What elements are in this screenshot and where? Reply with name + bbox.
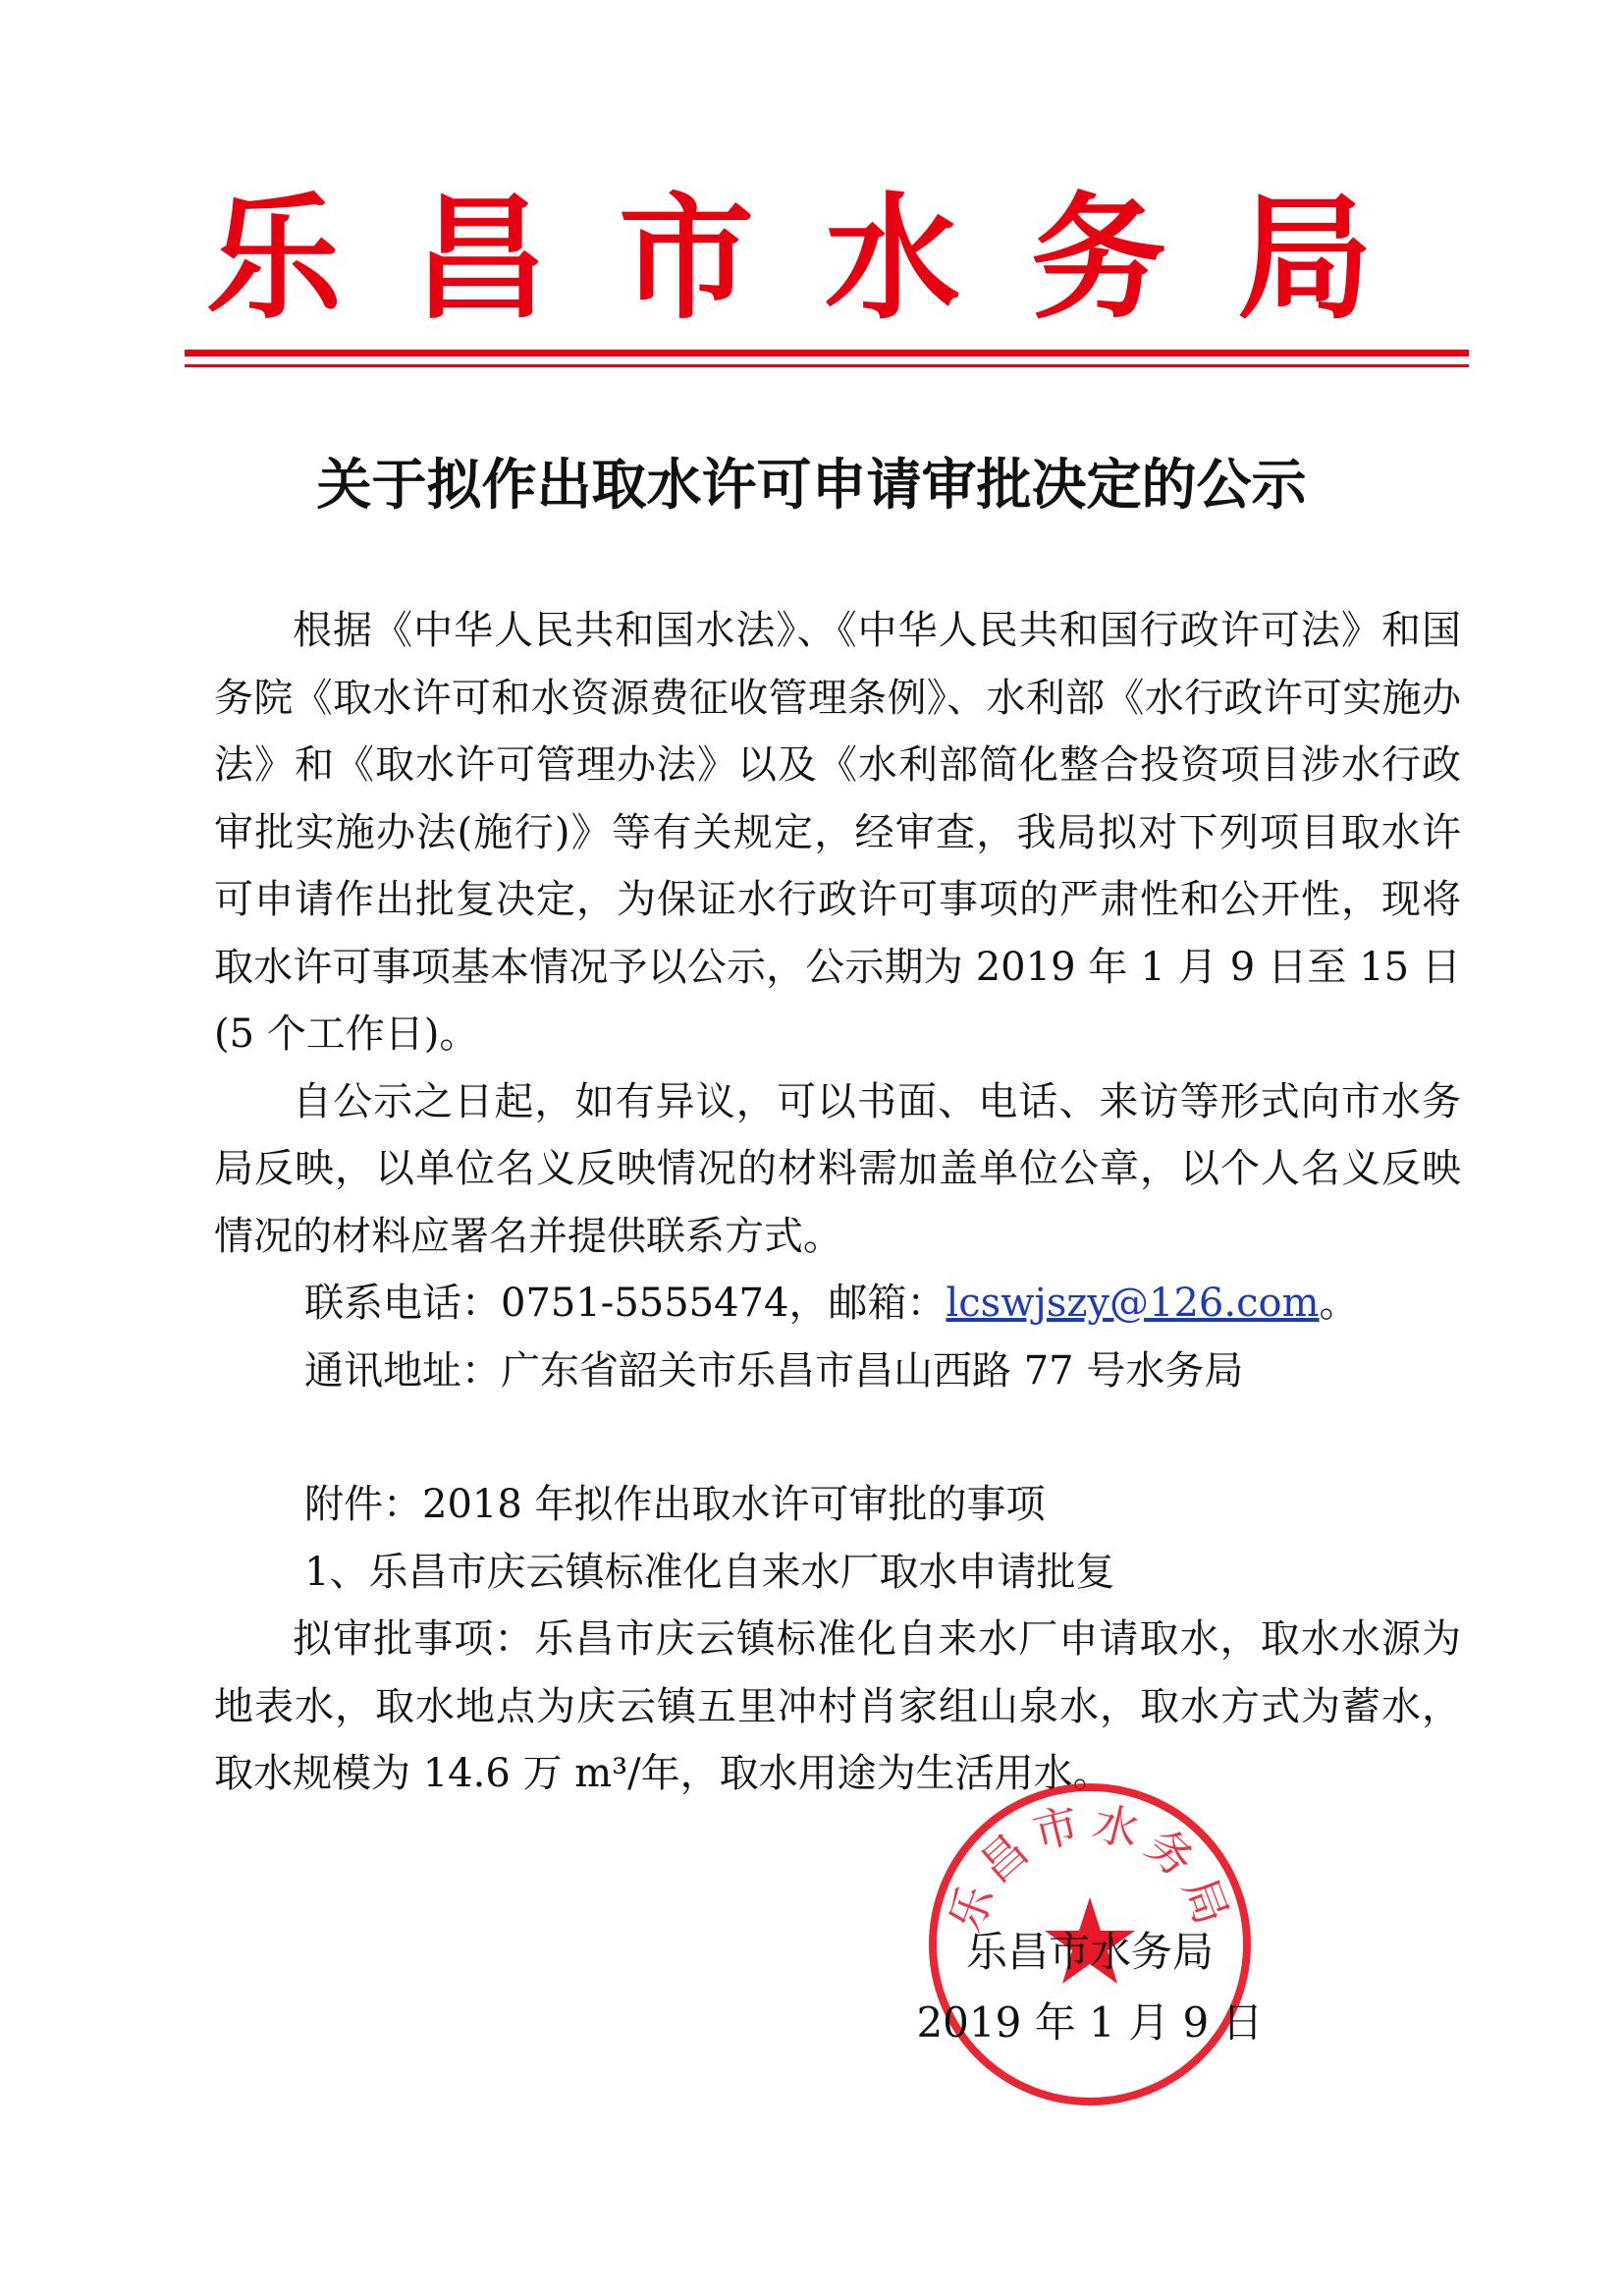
address-line — [214, 1338, 1461, 1405]
attachment-detail: 拟审批事项：乐昌市庆云镇标准化自来水厂申请取水，取水水源为地表水，取水地点为庆云镇五里冲村肖家组山泉水，取水方式为蓄水，取水规模为 14.6 万 m³/年，取水用途为生活用水。 — [214, 1616, 1461, 1796]
paragraph-objection: 自公示之日起，如有异议，可以书面、电话、来访等形式向市水务局反映，以单位名义反映情况的材料需加盖单位公章，以个人名义反映情况的材料应署名并提供联系方式。 — [214, 1078, 1461, 1259]
document-title: 关于拟作出取水许可申请审批决定的公示 — [316, 454, 1307, 518]
address-value: 广东省韶关市乐昌市昌山西路 77 号水务局 — [501, 1347, 1244, 1394]
email-end: 。 — [1319, 1281, 1359, 1326]
phone-label: 联系电话： — [304, 1281, 501, 1326]
email-label: ，邮箱： — [788, 1281, 947, 1326]
document-body — [214, 597, 1461, 1808]
header-rule-thick — [185, 350, 1469, 356]
attachment-item: 1、乐昌市庆云镇标准化自来水厂取水申请批复 — [304, 1549, 1115, 1595]
blank-line — [214, 1404, 1461, 1471]
header-rule-thin — [185, 364, 1469, 367]
contact-line — [214, 1270, 1461, 1338]
seal-text: 乐昌市水务局 — [938, 1795, 1242, 1940]
paragraph-basis: 根据《中华人民共和国水法》、《中华人民共和国行政许可法》和国务院《取水许可和水资源费征收管理条例》、水利部《水行政许可实施办法》和《取水许可管理办法》以及《水利部简化整合投资项目涉水行政审批实施办法(施行)》等有关规定，经审查，我局拟对下列项目取水许可申请作出批复决定，为保证水行政许可事项的严肃性和公开性，现将取水许可事项基本情况予以公示，公示期为 2019 年 1 月 9 日至 15 日(5 个工作日)。 — [214, 608, 1461, 1057]
phone-number: 0751-5555474 — [501, 1281, 789, 1326]
attachment-heading: 附件：2018 年拟作出取水许可审批的事项 — [304, 1482, 1046, 1527]
signature-date: 2019 年 1 月 9 日 — [916, 1998, 1264, 2047]
signature-org: 乐昌市水务局 — [965, 1928, 1214, 1976]
agency-masthead: 乐昌市水务局 — [205, 178, 1443, 338]
address-label: 通讯地址： — [304, 1347, 501, 1394]
email-link[interactable]: lcswjszy@126.com — [946, 1281, 1320, 1326]
